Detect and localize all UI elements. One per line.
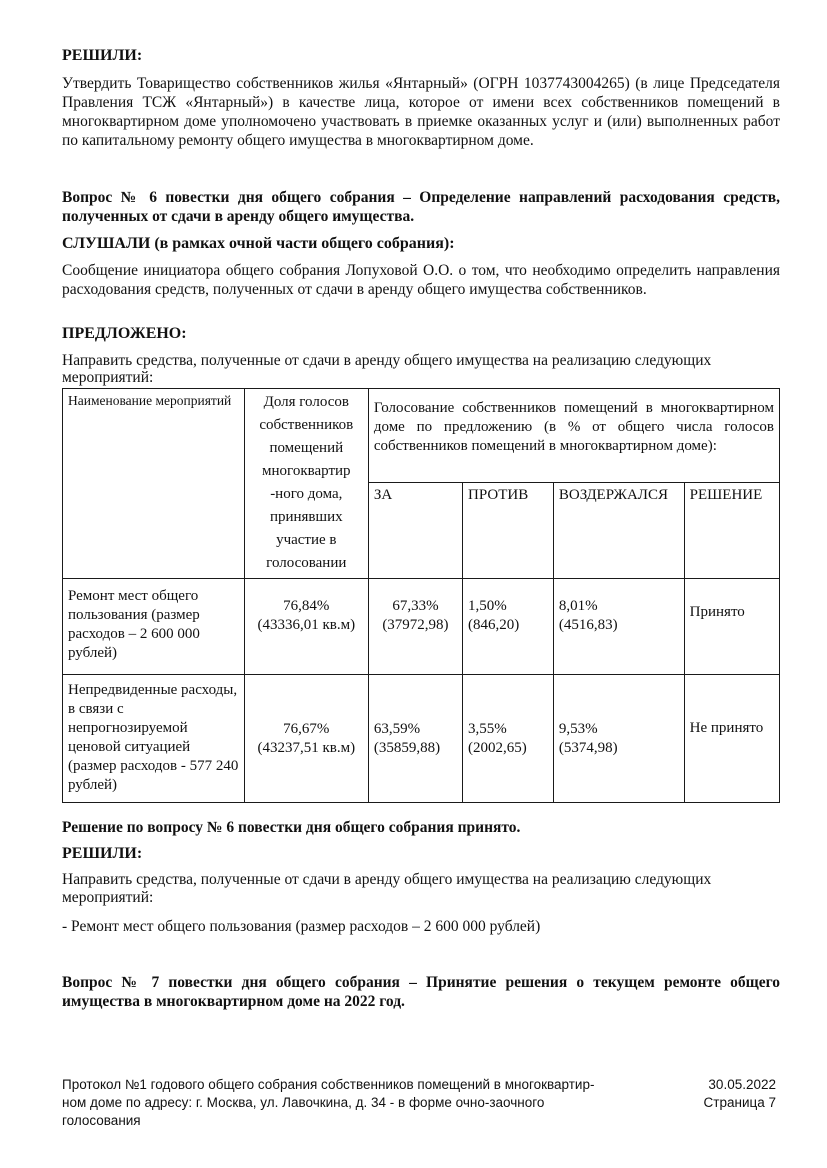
za-value: (37972,98) bbox=[382, 617, 449, 633]
share-percent: 76,67% bbox=[283, 720, 330, 737]
row-za bbox=[368, 675, 462, 803]
header-vozd: ВОЗДЕРЖАЛСЯ bbox=[553, 483, 684, 579]
heard-text: Сообщение инициатора общего собрания Лопуховой О.О. о том, что необходимо определить направления расходования средств, полученных от сдачи в аренду общего имущества собственников. bbox=[62, 262, 780, 298]
row-decision: Принято bbox=[684, 579, 779, 675]
decision-text: Направить средства, полученные от сдачи в аренду общего имущества на реализацию следующих мероприятий: bbox=[62, 871, 712, 906]
row-share bbox=[244, 579, 368, 675]
row-name: Непредвиденные расходы, в связи с непрогнозируемой ценовой ситуацией (размер расходов - 577 240 рублей) bbox=[63, 675, 245, 803]
protiv-value: (2002,65) bbox=[468, 739, 527, 756]
resolved-text: Утвердить Товарищество собственников жилья «Янтарный» (ОГРН 1037743004265) (в лице Председателя Правления ТСЖ «Янтарный») в качестве лица, которое от имени всех собственников помещений в многоквартирном доме уполномочено участвовать в приемке оказанных услуг и (или) выполненных работ по капитальному ремонту общего имущества в многоквартирном доме. bbox=[62, 75, 780, 149]
decision-item: - Ремонт мест общего пользования (размер расходов – 2 600 000 рублей) bbox=[62, 918, 541, 935]
row-protiv bbox=[463, 579, 554, 675]
proposed-heading: ПРЕДЛОЖЕНО: bbox=[62, 325, 187, 342]
header-voting: Голосование собственников помещений в многоквартирном доме по предложению (в % от общего числа голосов собственников помещений в многоквартирном доме): bbox=[368, 389, 779, 483]
share-area: (43336,01 кв.м) bbox=[257, 617, 356, 633]
question-6-title: Вопрос № 6 повестки дня общего собрания – Определение направлений расходования средств, полученных от сдачи в аренду общего имущества. bbox=[62, 189, 780, 225]
decision-summary: Решение по вопросу № 6 повестки дня общего собрания принято. bbox=[62, 819, 521, 836]
vozd-percent: 8,01% bbox=[558, 598, 598, 614]
header-name: Наименование мероприятий bbox=[63, 389, 245, 579]
footer-meta bbox=[660, 1076, 776, 1112]
resolved-heading: РЕШИЛИ: bbox=[62, 47, 143, 64]
heard-heading: СЛУШАЛИ (в рамках очной части общего собрания): bbox=[62, 235, 455, 252]
row-vozd bbox=[553, 579, 684, 675]
vozd-value: (4516,83) bbox=[558, 617, 618, 633]
footer-protocol-line2: ном доме по адресу: г. Москва, ул. Лавочкина, д. 34 - в форме очно-заочного голосования bbox=[62, 1095, 545, 1128]
row-name: Ремонт мест общего пользования (размер расходов – 2 600 000 рублей) bbox=[63, 579, 245, 675]
table-row bbox=[63, 675, 780, 803]
proposed-text: Направить средства, полученные от сдачи в аренду общего имущества на реализацию следующих мероприятий: bbox=[62, 352, 712, 386]
footer-protocol-line1: Протокол №1 годового общего собрания собственников помещений в многоквартир- bbox=[62, 1077, 595, 1092]
footer-protocol bbox=[62, 1076, 622, 1130]
vozd-percent: 9,53% bbox=[558, 720, 598, 737]
table-header-row bbox=[63, 389, 780, 483]
header-share: Доля голосов собственников помещений многоквартир -ного дома, принявших участие в голосовании bbox=[244, 389, 368, 579]
table-row bbox=[63, 579, 780, 675]
protiv-percent: 1,50% bbox=[468, 598, 507, 614]
decision-heading: РЕШИЛИ: bbox=[62, 845, 143, 862]
voting-table bbox=[62, 388, 780, 803]
row-vozd bbox=[553, 675, 684, 803]
header-za: ЗА bbox=[368, 483, 462, 579]
question-7-title: Вопрос № 7 повестки дня общего собрания – Принятие решения о текущем ремонте общего имущества в многоквартирном доме на 2022 год. bbox=[62, 974, 780, 1010]
share-percent: 76,84% bbox=[283, 598, 330, 614]
row-protiv bbox=[463, 675, 554, 803]
protiv-percent: 3,55% bbox=[468, 720, 507, 737]
vozd-value: (5374,98) bbox=[558, 739, 618, 756]
share-area: (43237,51 кв.м) bbox=[257, 739, 356, 756]
za-percent: 63,59% bbox=[373, 720, 421, 737]
row-za bbox=[368, 579, 462, 675]
za-percent: 67,33% bbox=[392, 598, 439, 614]
header-protiv: ПРОТИВ bbox=[463, 483, 554, 579]
footer-page-number: Страница 7 bbox=[703, 1095, 776, 1110]
row-decision: Не принято bbox=[684, 675, 779, 803]
row-share bbox=[244, 675, 368, 803]
footer-date: 30.05.2022 bbox=[708, 1077, 776, 1092]
protiv-value: (846,20) bbox=[468, 617, 520, 633]
za-value: (35859,88) bbox=[373, 739, 441, 756]
header-result: РЕШЕНИЕ bbox=[684, 483, 779, 579]
